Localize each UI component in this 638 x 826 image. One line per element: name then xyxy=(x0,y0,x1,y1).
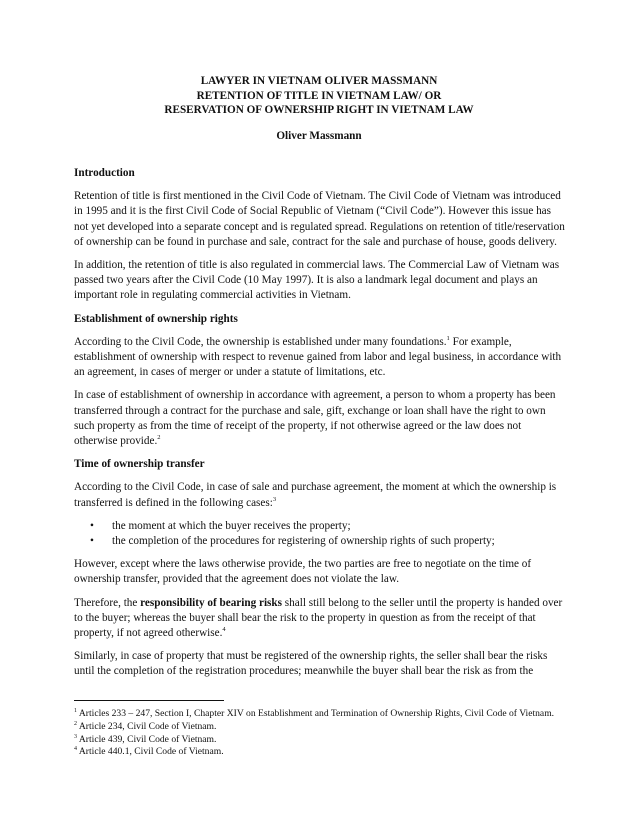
paragraph-transfer-2: However, except where the laws otherwise provide, the two parties are free to negotiate on the time of ownership transfer, provided that the agreement does not violate the law. xyxy=(74,558,532,586)
document-header xyxy=(64,74,574,143)
footnote-text: Article 234, Civil Code of Vietnam. xyxy=(77,720,217,732)
paragraph-text: For example, establishment of ownership with respect to revenue gained from labor and legal business, in accordance with an agreement, in cases of merger or under a statute of limitations, etc. xyxy=(74,335,562,379)
list-item: • the moment at which the buyer receives the property; xyxy=(112,519,566,534)
heading-ownership-transfer: Time of ownership transfer xyxy=(74,458,205,471)
author-name: Oliver Massmann xyxy=(276,129,362,142)
footnote-2 xyxy=(74,721,566,734)
footnote-ref-4: 4 xyxy=(222,626,226,634)
footnote-ref-2: 2 xyxy=(157,434,161,442)
bullet-list xyxy=(74,519,566,549)
paragraph-intro-2: In addition, the retention of title is also regulated in commercial laws. The Commercial Law of Vietnam was passed two years after the Civil Code (10 May 1997). It is also a landmark legal document and plays an important role in regulating commercial activities in Vietnam. xyxy=(74,259,560,302)
footnote-text: Article 440.1, Civil Code of Vietnam. xyxy=(77,746,224,758)
footnote-divider xyxy=(74,700,224,701)
footnote-4 xyxy=(74,746,566,759)
paragraph-text: In case of establishment of ownership in accordance with agreement, a person to whom a property has been transferred through a contract for the purchase and sale, gift, exchange or loan shall have the right to own such property as from the time of receipt of the property, if not otherwise agreed or the law does not otherwise provide. xyxy=(74,389,556,448)
bold-phrase: responsibility of bearing risks xyxy=(140,596,282,609)
paragraph-transfer-3 xyxy=(74,596,566,642)
document-body xyxy=(74,166,566,688)
footnote-number: 4 xyxy=(74,746,77,753)
paragraph-intro-1: Retention of title is first mentioned in the Civil Code of Vietnam. The Civil Code of Vietnam was introduced in 1995 and it is the first Civil Code of Social Republic of Vietnam (“Civil Code”). However this issue has not yet developed into a separate concept and is regulated spread. Regulations on retention of title/reservation of ownership can be found in purchase and sale, contract for the sale and purchase of house, goods delivery. xyxy=(74,190,565,248)
footnote-ref-1: 1 xyxy=(446,334,450,342)
footnote-3 xyxy=(74,734,566,747)
heading-establishment: Establishment of ownership rights xyxy=(74,312,238,325)
footnote-text: Articles 233 – 247, Section I, Chapter XIV on Establishment and Termination of Ownership Rights, Civil Code of Vietnam. xyxy=(77,708,555,719)
paragraph-text: shall still belong to the seller until the property is handed over to the buyer; whereas the buyer shall bear the risk to the property in question as from the receipt of that property, if not agreed otherwise. xyxy=(74,596,563,640)
header-line-3: RESERVATION OF OWNERSHIP RIGHT IN VIETNAM LAW xyxy=(164,104,474,117)
paragraph-transfer-4: Similarly, in case of property that must be registered of the ownership rights, the seller shall bear the risks until the completion of the registration procedures; meanwhile the buyer shall bear the risk as from the xyxy=(74,650,548,678)
list-item: • the completion of the procedures for registering of ownership rights of such property; xyxy=(112,534,566,549)
paragraph-establishment-2 xyxy=(74,388,566,449)
footnotes xyxy=(74,708,566,759)
heading-introduction: Introduction xyxy=(74,167,135,179)
paragraph-text: According to the Civil Code, the ownership is established under many foundations. xyxy=(74,335,447,348)
footnote-number: 2 xyxy=(74,720,77,727)
footnote-text: Article 439, Civil Code of Vietnam. xyxy=(77,733,217,745)
paragraph-text: According to the Civil Code, in case of sale and purchase agreement, the moment at which the ownership is transferred is defined in the following cases: xyxy=(74,481,557,509)
footnote-1 xyxy=(74,708,566,721)
paragraph-text: Therefore, the xyxy=(74,596,141,609)
header-line-1: LAWYER IN VIETNAM OLIVER MASSMANN xyxy=(200,75,438,87)
footnote-number: 1 xyxy=(74,708,77,714)
paragraph-transfer-1 xyxy=(74,480,566,510)
header-line-2: RETENTION OF TITLE IN VIETNAM LAW/ OR xyxy=(196,89,442,102)
footnote-number: 3 xyxy=(74,733,77,740)
footnote-ref-3: 3 xyxy=(272,495,277,503)
paragraph-establishment-1 xyxy=(74,335,566,381)
